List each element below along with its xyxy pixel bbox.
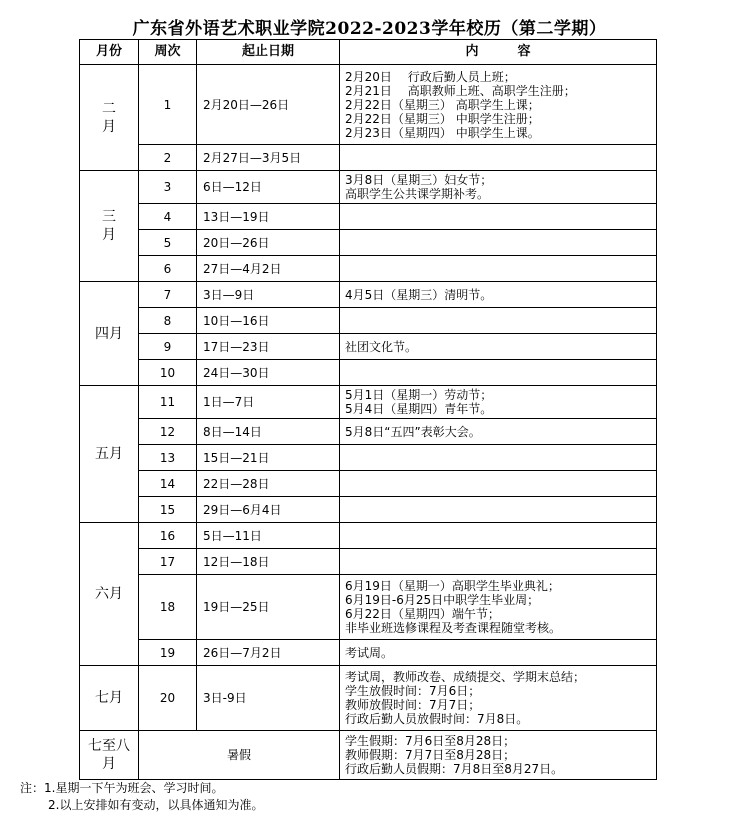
content-cell [340,230,657,256]
date-cell: 6日—12日 [197,171,340,204]
table-row [80,282,657,308]
date-cell: 29日—6月4日 [197,497,340,523]
date-cell: 26日—7月2日 [197,640,340,666]
date-cell: 27日—4月2日 [197,256,340,282]
month-cell: 五月 [80,386,139,523]
header-month: 月份 [80,40,139,65]
month-cell: 三 月 [80,171,139,282]
date-cell: 19日—25日 [197,575,340,640]
week-cell: 18 [139,575,197,640]
note-1: 注：1.星期一下午为班会、学习时间。 [20,781,224,795]
month-cell: 四月 [80,282,139,386]
content-cell [340,256,657,282]
table-row [80,65,657,145]
table-row [80,386,657,419]
week-cell: 6 [139,256,197,282]
table-row [80,145,657,171]
table-row [80,419,657,445]
date-cell: 15日—21日 [197,445,340,471]
week-cell: 12 [139,419,197,445]
table-row [80,204,657,230]
date-cell: 13日—19日 [197,204,340,230]
week-cell: 8 [139,308,197,334]
content-cell [340,145,657,171]
table-row [80,471,657,497]
week-cell: 9 [139,334,197,360]
week-cell: 14 [139,471,197,497]
week-cell: 4 [139,204,197,230]
month-cell: 二 月 [80,65,139,171]
content-cell: 考试周。 [340,640,657,666]
week-cell: 3 [139,171,197,204]
week-cell: 1 [139,65,197,145]
content-cell [340,308,657,334]
content-cell [340,445,657,471]
calendar-table [79,39,657,780]
table-row [80,256,657,282]
week-cell: 10 [139,360,197,386]
date-cell: 5日—11日 [197,523,340,549]
content-cell [340,523,657,549]
notes [20,780,263,814]
content-cell: 4月5日（星期三）清明节。 [340,282,657,308]
content-cell: 社团文化节。 [340,334,657,360]
week-cell: 17 [139,549,197,575]
content-cell [340,549,657,575]
table-row [80,640,657,666]
header-dates: 起止日期 [197,40,340,65]
week-cell: 15 [139,497,197,523]
summer-content: 学生假期：7月6日至8月28日； 教师假期：7月7日至8月28日； 行政后勤人员假期：7月8日至8月27日。 [340,731,657,780]
table-row [80,334,657,360]
date-cell: 3日—9日 [197,282,340,308]
header-week: 周次 [139,40,197,65]
date-cell: 1日—7日 [197,386,340,419]
table-row [80,230,657,256]
summer-label: 暑假 [139,731,340,780]
table-row [80,523,657,549]
date-cell: 3日-9日 [197,666,340,731]
week-cell: 7 [139,282,197,308]
content-cell: 考试周，教师改卷、成绩提交、学期末总结； 学生放假时间：7月6日； 教师放假时间：7月7日； 行政后勤人员放假时间：7月8日。 [340,666,657,731]
date-cell: 8日—14日 [197,419,340,445]
content-cell: 2月20日 行政后勤人员上班； 2月21日 高职教师上班、高职学生注册； 2月22日（星期三） 高职学生上课； 2月22日（星期三） 中职学生注册； 2月23日（星期四） 中职学生上课。 [340,65,657,145]
table-row [80,171,657,204]
content-cell [340,360,657,386]
week-cell: 20 [139,666,197,731]
table-row [80,308,657,334]
date-cell: 10日—16日 [197,308,340,334]
summer-row [80,731,657,780]
content-cell [340,204,657,230]
table-row [80,575,657,640]
date-cell: 20日—26日 [197,230,340,256]
content-cell [340,497,657,523]
note-2: 2.以上安排如有变动，以具体通知为准。 [48,798,264,812]
month-cell: 七至八 月 [80,731,139,780]
table-row [80,666,657,731]
week-cell: 16 [139,523,197,549]
date-cell: 22日—28日 [197,471,340,497]
date-cell: 2月27日—3月5日 [197,145,340,171]
date-cell: 17日—23日 [197,334,340,360]
content-cell [340,471,657,497]
page-title: 广东省外语艺术职业学院2022-2023学年校历（第二学期） [132,19,607,39]
week-cell: 5 [139,230,197,256]
table-row [80,445,657,471]
week-cell: 19 [139,640,197,666]
table-row [80,360,657,386]
week-cell: 11 [139,386,197,419]
header-row [80,40,657,65]
month-cell: 七月 [80,666,139,731]
date-cell: 2月20日—26日 [197,65,340,145]
table-row [80,497,657,523]
month-cell: 六月 [80,523,139,666]
content-cell: 5月1日（星期一）劳动节； 5月4日（星期四）青年节。 [340,386,657,419]
header-content: 内 容 [340,40,657,65]
content-cell: 6月19日（星期一）高职学生毕业典礼； 6月19日-6月25日中职学生毕业周； 6月22日（星期四）端午节； 非毕业班选修课程及考查课程随堂考核。 [340,575,657,640]
content-cell: 3月8日（星期三）妇女节； 高职学生公共课学期补考。 [340,171,657,204]
date-cell: 12日—18日 [197,549,340,575]
content-cell: 5月8日“五四”表彰大会。 [340,419,657,445]
date-cell: 24日—30日 [197,360,340,386]
week-cell: 2 [139,145,197,171]
table-row [80,549,657,575]
week-cell: 13 [139,445,197,471]
